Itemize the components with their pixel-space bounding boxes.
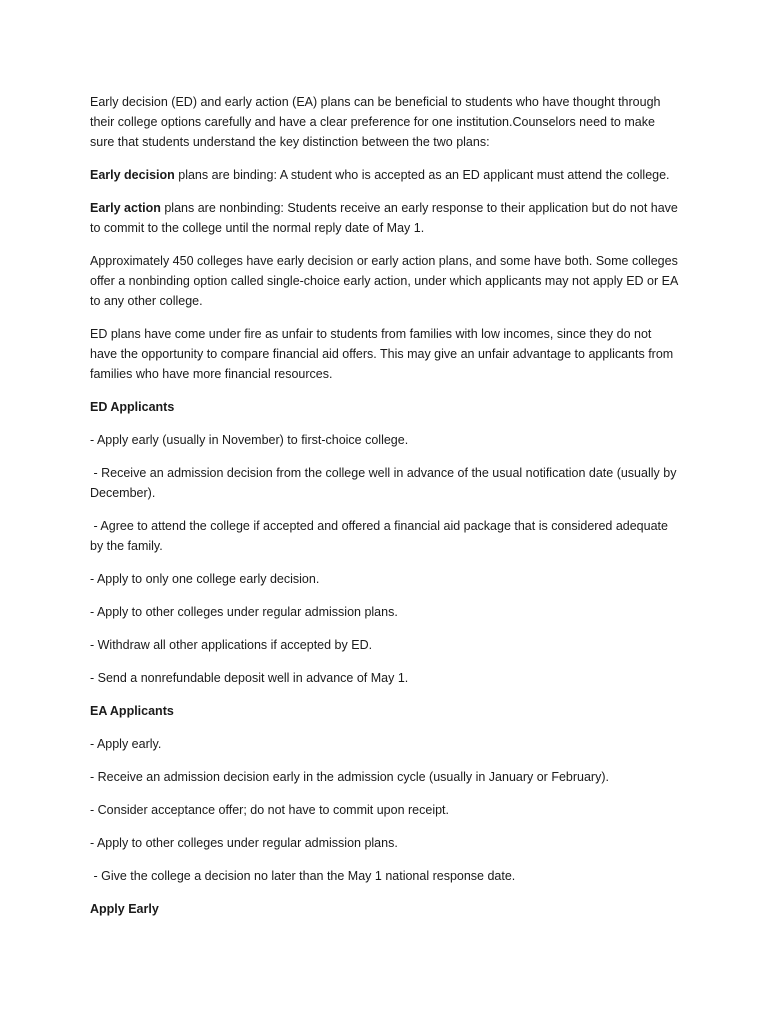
ed-item: - Agree to attend the college if accepted and offered a financial aid package that is considered adequate by the family. (90, 519, 672, 553)
ea-item: - Consider acceptance offer; do not have to commit upon receipt. (90, 803, 449, 817)
early-action-definition (90, 198, 680, 238)
ea-item: - Receive an admission decision early in the admission cycle (usually in January or February). (90, 770, 609, 784)
apply-early-heading: Apply Early (90, 902, 159, 916)
early-action-text: plans are nonbinding: Students receive an early response to their application but do not have to commit to the college until the normal reply date of May 1. (90, 201, 682, 235)
ed-criticism-paragraph: ED plans have come under fire as unfair to students from families with low incomes, since they do not have the opportunity to compare financial aid offers. This may give an unfair advantage to applicants from families who have more financial resources. (90, 327, 677, 381)
ed-item: - Apply to only one college early decision. (90, 572, 320, 586)
document-body (90, 92, 680, 932)
ea-item: - Apply to other colleges under regular admission plans. (90, 836, 398, 850)
early-decision-definition (90, 165, 680, 185)
ed-item: - Send a nonrefundable deposit well in advance of May 1. (90, 671, 409, 685)
ed-item: - Apply to other colleges under regular admission plans. (90, 605, 398, 619)
ea-applicants-heading: EA Applicants (90, 704, 174, 718)
early-decision-term: Early decision (90, 168, 175, 182)
intro-paragraph: Early decision (ED) and early action (EA) plans can be beneficial to students who have thought through their college options carefully and have a clear preference for one institution.Counselors need to make sure that students understand the key distinction between the two plans: (90, 95, 664, 149)
ea-item: - Apply early. (90, 737, 162, 751)
ed-applicants-heading: ED Applicants (90, 400, 175, 414)
colleges-count-paragraph: Approximately 450 colleges have early decision or early action plans, and some have both. Some colleges offer a nonbinding option called single-choice early action, under which applicants may not apply ED or EA to any other college. (90, 254, 682, 308)
ed-item: - Receive an admission decision from the college well in advance of the usual notification date (usually by December). (90, 466, 680, 500)
early-action-term: Early action (90, 201, 161, 215)
ea-item: - Give the college a decision no later than the May 1 national response date. (90, 869, 516, 883)
ed-item: - Apply early (usually in November) to first-choice college. (90, 433, 409, 447)
early-decision-text: plans are binding: A student who is accepted as an ED applicant must attend the college. (174, 168, 670, 182)
ed-item: - Withdraw all other applications if accepted by ED. (90, 638, 373, 652)
